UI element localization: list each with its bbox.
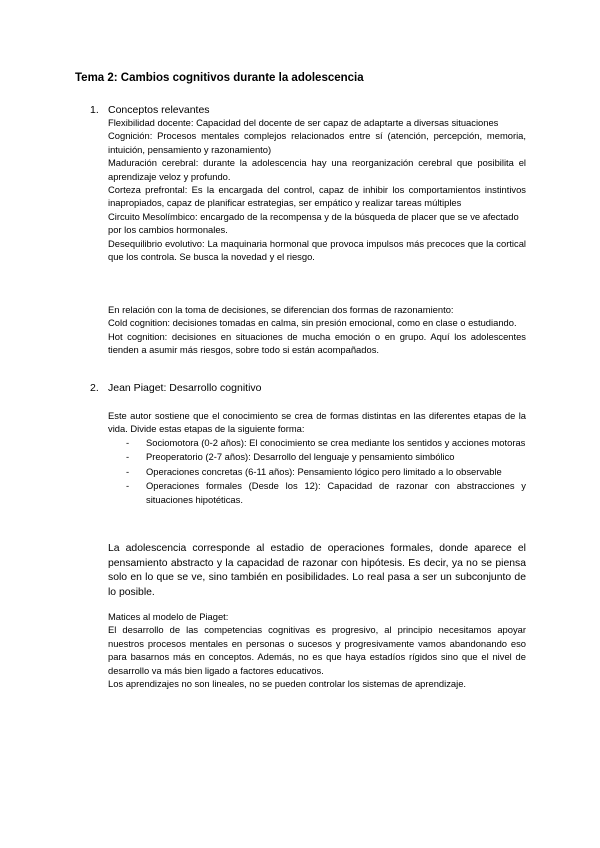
stage-text: Sociomotora (0-2 años): El conocimiento se crea mediante los sentidos y acciones motoras bbox=[146, 437, 526, 448]
section-2-heading bbox=[90, 381, 262, 395]
stage-item bbox=[126, 479, 526, 506]
piaget-intro-block bbox=[108, 409, 526, 436]
stages-list bbox=[126, 436, 526, 507]
section-2-title: Jean Piaget: Desarrollo cognitivo bbox=[108, 382, 262, 394]
hot-cognition: Hot cognition: decisiones en situaciones de mucha emoción o en grupo. Aquí los adolescentes tienden a asumir más riesgos, sobre todo si están acompañados. bbox=[108, 330, 526, 356]
bullet-dash: - bbox=[126, 465, 130, 477]
stage-text: Operaciones concretas (6-11 años): Pensamiento lógico pero limitado a lo observable bbox=[146, 465, 502, 477]
adolescence-block bbox=[108, 542, 526, 600]
section-2-number: 2. bbox=[90, 382, 99, 394]
matices-title: Matices al modelo de Piaget: bbox=[108, 611, 229, 622]
stage-text: Operaciones formales (Desde los 12): Capacidad de razonar con abstracciones y situaciones hipotéticas. bbox=[146, 480, 526, 505]
stage-item bbox=[126, 450, 526, 463]
matices-paragraph: El desarrollo de las competencias cognitivas es progresivo, al principio necesitamos apoyar nuestros procesos mentales en personas o sucesos y progresivamente vamos abandonando eso para basarnos más en conceptos. Además, no es que haya estadíos rígidos sino que el nivel de desarrollo va más bien ligado a factores educativos. bbox=[108, 624, 526, 676]
page-title: Tema 2: Cambios cognitivos durante la adolescencia bbox=[75, 72, 364, 84]
definitions-block bbox=[108, 116, 526, 263]
definition-item: Circuito Mesolímbico: encargado de la recompensa y de la búsqueda de placer que se ve afectado por los cambios hormonales. bbox=[108, 210, 519, 236]
piaget-intro: Este autor sostiene que el conocimiento se crea de formas distintas en las diferentes etapas de la vida. Divide estas etapas de la siguiente forma: bbox=[108, 410, 526, 435]
definition-item: Desequilibrio evolutivo: La maquinaria hormonal que provoca impulsos más precoces que la cortical que los controla. Se busca la novedad y el riesgo. bbox=[108, 237, 526, 263]
bullet-dash: - bbox=[126, 480, 130, 492]
decision-intro: En relación con la toma de decisiones, se diferencian dos formas de razonamiento: bbox=[108, 304, 454, 315]
section-1-heading bbox=[90, 103, 210, 117]
definition-item: Corteza prefrontal: Es la encargada del control, capaz de inhibir los comportamientos instintivos inapropiados, capaz de planificar estrategias, ser empático y realizar tareas múltiples bbox=[108, 184, 526, 209]
bullet-dash: - bbox=[126, 437, 130, 448]
stage-item bbox=[126, 465, 526, 478]
definition-item: Cognición: Procesos mentales complejos relacionados entre sí (atención, percepción, memoria, intuición, pensamiento y razonamiento) bbox=[108, 130, 526, 155]
decision-making-block bbox=[108, 303, 526, 357]
cold-cognition: Cold cognition: decisiones tomadas en calma, sin presión emocional, como en clase o estudiando. bbox=[108, 317, 517, 329]
definition-item: Flexibilidad docente: Capacidad del docente de ser capaz de adaptarte a diversas situaciones bbox=[108, 117, 499, 128]
stage-item bbox=[126, 436, 526, 449]
section-1-title: Conceptos relevantes bbox=[108, 104, 210, 116]
matices-last-line: Los aprendizajes no son lineales, no se pueden controlar los sistemas de aprendizaje. bbox=[108, 678, 467, 690]
bullet-dash: - bbox=[126, 451, 130, 463]
section-1-number: 1. bbox=[90, 104, 99, 116]
matices-block bbox=[108, 610, 526, 690]
adolescence-paragraph: La adolescencia corresponde al estadio de operaciones formales, donde aparece el pensamiento abstracto y la capacidad de razonar con hipótesis. Es decir, ya no se piensa solo en lo que se ve, sino también en posibilidades. Lo real pasa a ser un subconjunto de lo posible. bbox=[108, 543, 526, 598]
stage-text: Preoperatorio (2-7 años): Desarrollo del lenguaje y pensamiento simbólico bbox=[146, 451, 455, 463]
definition-item: Maduración cerebral: durante la adolescencia hay una reorganización cerebral que posibilita el aprendizaje veloz y profundo. bbox=[108, 157, 526, 182]
